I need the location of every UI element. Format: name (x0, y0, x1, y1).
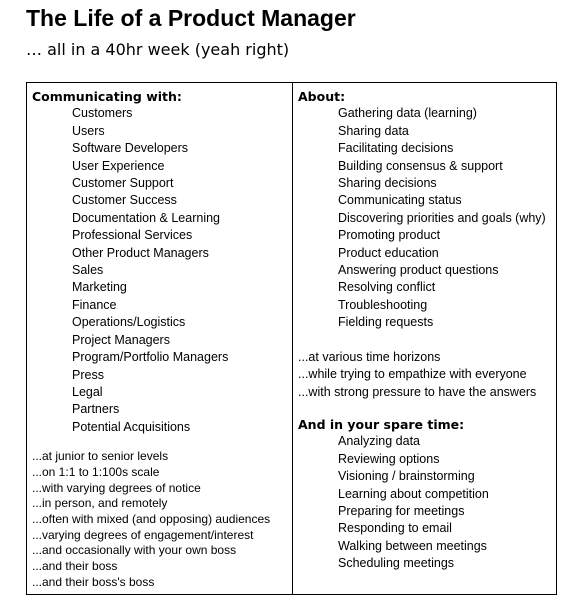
content-table (26, 82, 557, 595)
list-item: Walking between meetings (338, 538, 487, 553)
spare-time-list (298, 433, 553, 572)
list-item: Operations/Logistics (72, 315, 186, 330)
note-item: ...on 1:1 to 1:100s scale (32, 464, 160, 479)
note-item: ...with varying degrees of notice (32, 480, 201, 495)
list-item: Promoting product (338, 228, 441, 243)
list-item: Troubleshooting (338, 297, 428, 312)
list-item: Finance (72, 297, 117, 312)
spacer (298, 332, 553, 349)
spare-time-heading: And in your spare time: (298, 416, 465, 432)
list-item: Discovering priorities and goals (why) (338, 210, 546, 225)
list-item: Responding to email (338, 521, 452, 536)
right-column (298, 88, 553, 573)
communicating-notes (32, 449, 287, 590)
spacer (32, 436, 287, 449)
list-item: Reviewing options (338, 451, 440, 466)
list-item: Software Developers (72, 141, 189, 156)
list-item: Visioning / brainstorming (338, 469, 475, 484)
note-item: ...varying degrees of engagement/interest (32, 527, 254, 542)
list-item: Communicating status (338, 193, 462, 208)
about-heading: About: (298, 89, 346, 104)
list-item: Sales (72, 263, 104, 278)
note-item: ...at junior to senior levels (32, 449, 169, 464)
list-item: Preparing for meetings (338, 503, 465, 518)
note-item: ...while trying to empathize with everyone (298, 367, 527, 382)
page-subtitle: … all in a 40hr week (yeah right) (26, 40, 290, 59)
spacer (298, 401, 553, 416)
note-item: ...at various time horizons (298, 349, 441, 364)
note-item: ...and their boss (32, 559, 118, 574)
list-item: Project Managers (72, 332, 170, 347)
communicating-list (32, 105, 287, 436)
list-item: Marketing (72, 280, 127, 295)
list-item: User Experience (72, 158, 165, 173)
note-item: ...and their boss's boss (32, 574, 155, 589)
list-item: Customer Success (72, 193, 177, 208)
left-column (32, 88, 287, 590)
list-item: Answering product questions (338, 263, 499, 278)
list-item: Users (72, 123, 105, 138)
page-title: The Life of a Product Manager (26, 5, 356, 31)
list-item: Facilitating decisions (338, 141, 454, 156)
list-item: Fielding requests (338, 315, 434, 330)
communicating-heading: Communicating with: (32, 89, 182, 104)
list-item: Potential Acquisitions (72, 419, 191, 434)
list-item: Press (72, 367, 104, 382)
list-item: Analyzing data (338, 434, 421, 449)
list-item: Customer Support (72, 176, 174, 191)
list-item: Scheduling meetings (338, 556, 455, 571)
about-list (298, 105, 553, 331)
note-item: ...often with mixed (and opposing) audiences (32, 511, 271, 526)
list-item: Sharing data (338, 123, 409, 138)
list-item: Gathering data (learning) (338, 106, 477, 121)
note-item: ...with strong pressure to have the answers (298, 384, 537, 399)
list-item: Customers (72, 106, 133, 121)
list-item: Learning about competition (338, 486, 489, 501)
about-notes (298, 349, 553, 401)
list-item: Legal (72, 384, 103, 399)
list-item: Resolving conflict (338, 280, 436, 295)
list-item: Building consensus & support (338, 158, 503, 173)
list-item: Professional Services (72, 228, 193, 243)
list-item: Documentation & Learning (72, 210, 221, 225)
note-item: ...and occasionally with your own boss (32, 543, 237, 558)
list-item: Partners (72, 402, 120, 417)
list-item: Sharing decisions (338, 176, 437, 191)
list-item: Other Product Managers (72, 245, 209, 260)
list-item: Product education (338, 245, 439, 260)
column-divider (292, 83, 293, 594)
list-item: Program/Portfolio Managers (72, 350, 229, 365)
note-item: ...in person, and remotely (32, 496, 168, 511)
